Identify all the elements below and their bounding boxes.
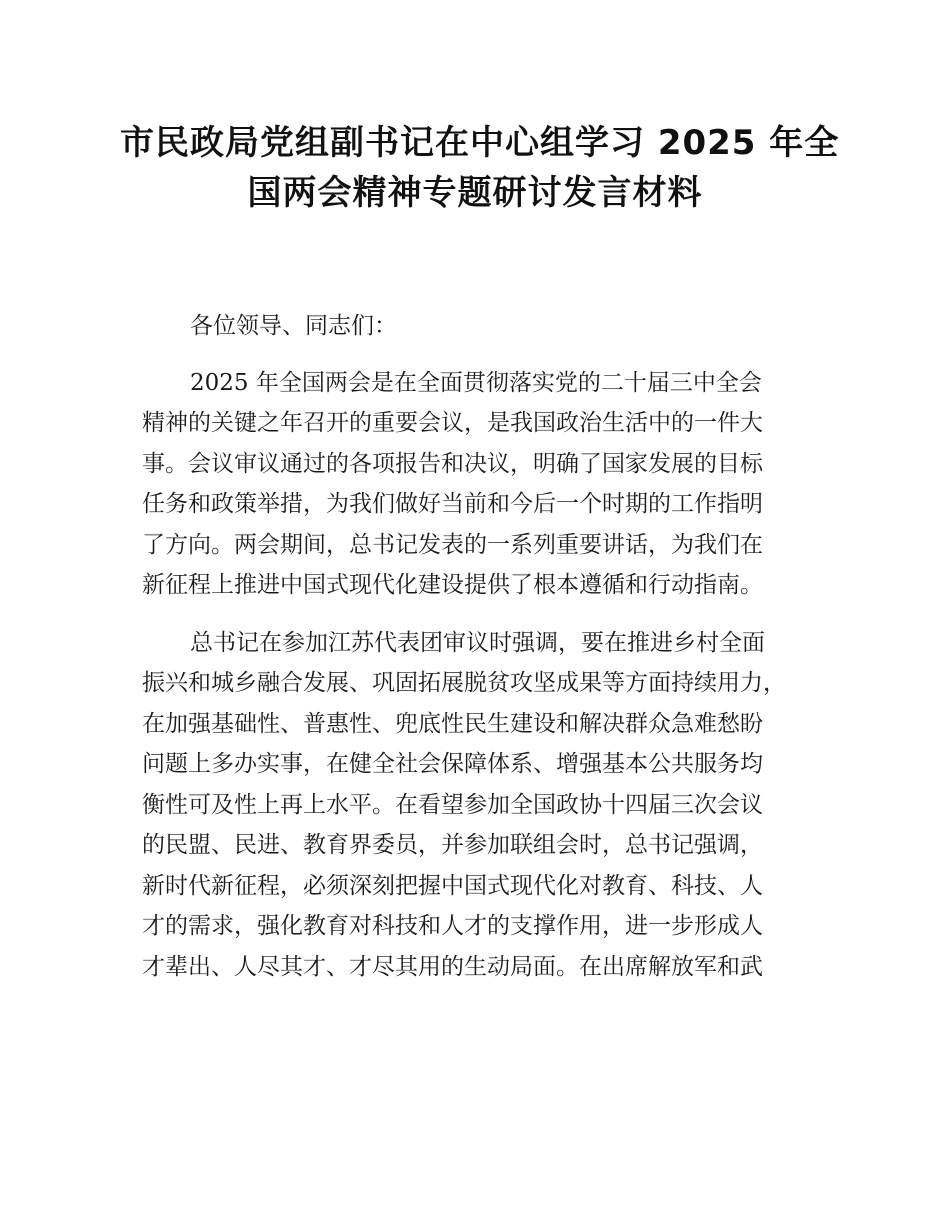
greeting-paragraph: [142, 306, 810, 347]
paragraph-line: 精神的关键之年召开的重要会议，是我国政治生活中的一件大: [142, 410, 763, 436]
paragraph-line: 了方向。两会期间，总书记发表的一系列重要讲话，为我们在: [142, 531, 763, 558]
paragraph-line: 2025 年全国两会是在全面贯彻落实党的二十届三中全会: [190, 369, 762, 396]
paragraph-line: 任务和政策举措，为我们做好当前和今后一个时期的工作指明: [142, 491, 763, 517]
document-title: [120, 118, 840, 218]
paragraph-line: 新征程上推进中国式现代化建设提供了根本遵循和行动指南。: [142, 572, 763, 598]
paragraph-line: 事。会议审议通过的各项报告和决议，明确了国家发展的目标: [142, 450, 763, 477]
paragraph-line: 的民盟、民进、教育界委员，并参加联组会时，总书记强调，: [142, 832, 763, 858]
paragraph-line: 在加强基础性、普惠性、兜底性民生建设和解决群众急难愁盼: [142, 710, 763, 737]
paragraph-line: 振兴和城乡融合发展、巩固拓展脱贫攻坚成果等方面持续用力，: [142, 670, 786, 696]
paragraph-line: 新时代新征程，必须深刻把握中国式现代化对教育、科技、人: [142, 872, 763, 899]
title-line: 国两会精神专题研讨发言材料: [247, 173, 703, 213]
body-paragraph-2: [142, 623, 810, 988]
paragraph-line: 问题上多办实事，在健全社会保障体系、增强基本公共服务均: [142, 751, 763, 777]
paragraph-line: 才辈出、人尽其才、才尽其用的生动局面。在出席解放军和武: [142, 953, 763, 980]
document-body: [142, 306, 810, 1004]
title-line: 市民政局党组副书记在中心组学习 2025 年全: [120, 123, 840, 163]
body-paragraph-1: [142, 363, 810, 606]
paragraph-line: 才的需求，强化教育对科技和人才的支撑作用，进一步形成人: [142, 913, 763, 939]
paragraph-line: 总书记在参加江苏代表团审议时强调，要在推进乡村全面: [190, 629, 765, 656]
greeting-line: 各位领导、同志们：: [190, 313, 397, 339]
paragraph-line: 衡性可及性上再上水平。在看望参加全国政协十四届三次会议: [142, 791, 763, 818]
